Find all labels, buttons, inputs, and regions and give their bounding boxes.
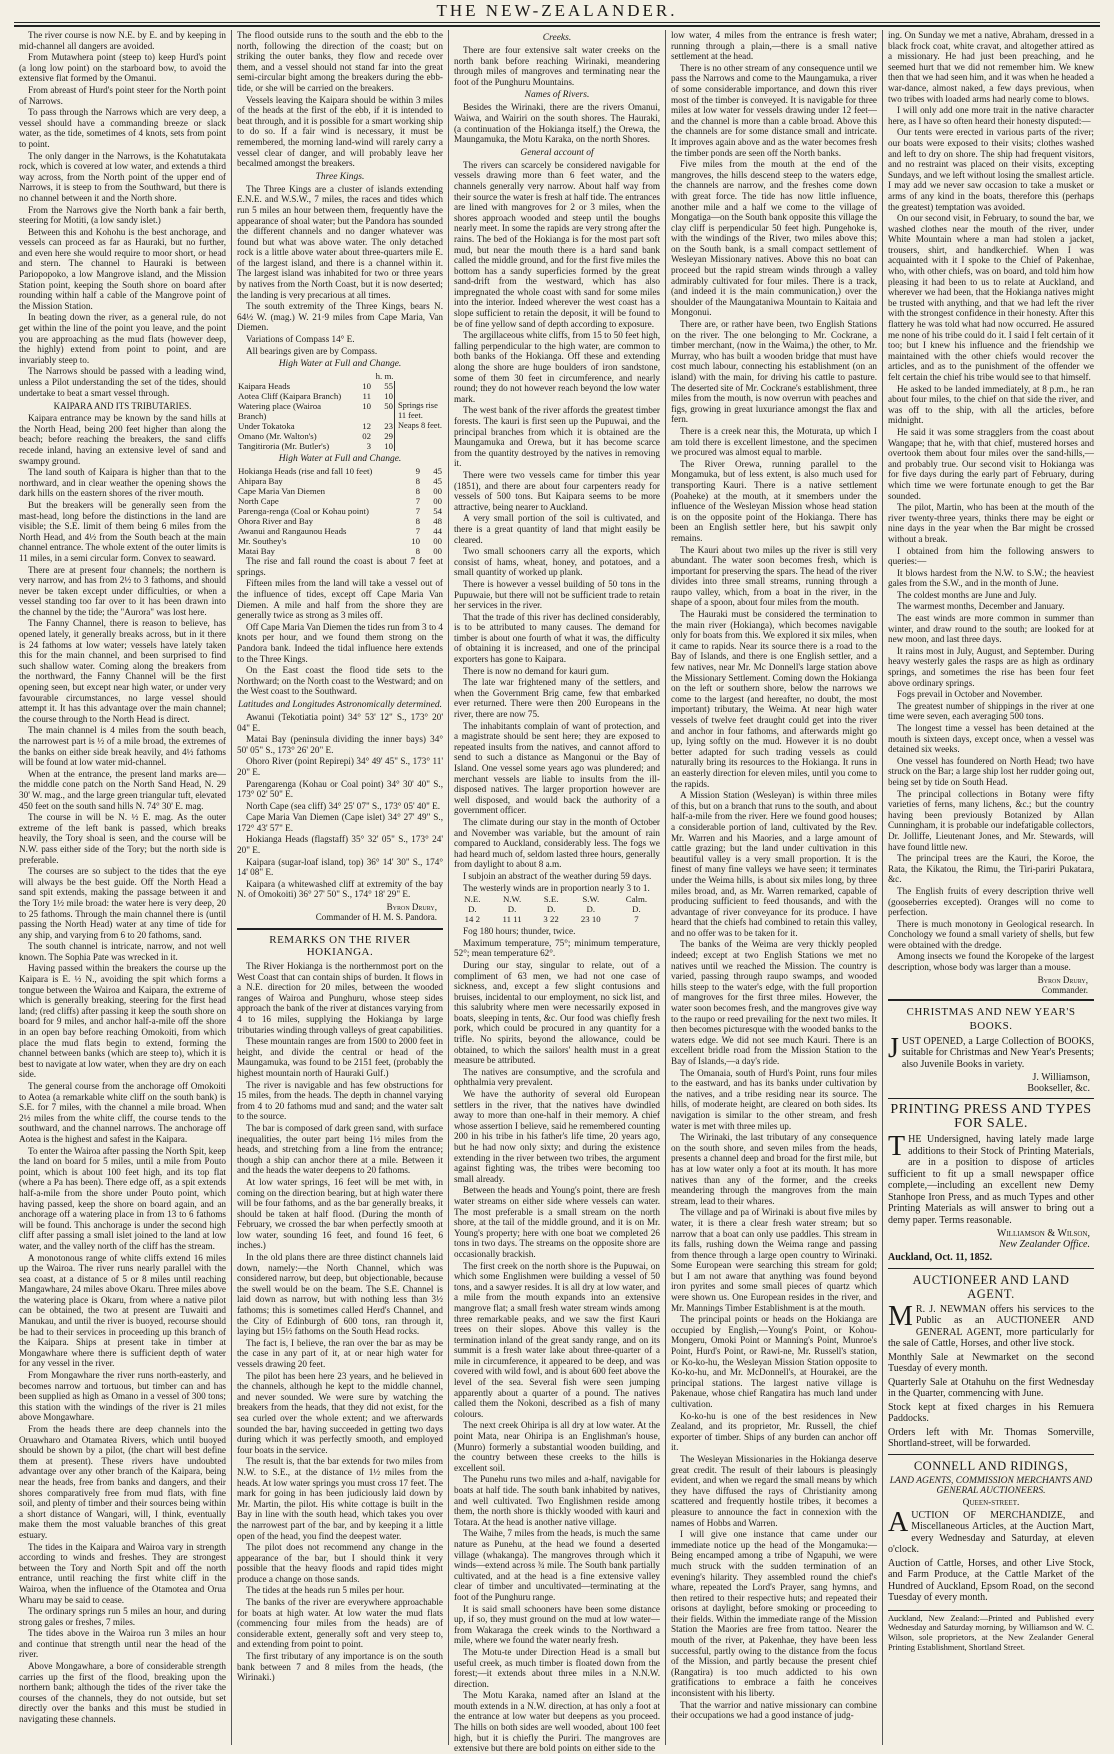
- paragraph: The general course from the anchorage off Omokoiti to Aotea (a remarkable white cliff on the south bank) is S.E. for 7 miles, with the channel a mile broad. When 2½ miles from the white cliff, the course tends to the southward, and the channel narrows. The anchorage off Aotea is the highest and safest in the Kaipara.: [19, 1081, 226, 1144]
- paragraph: Cape Maria Van Diemen (Cape islet) 34° 27' 49" S., 172° 43' 57" E.: [237, 812, 443, 833]
- paragraph: There are four extensive salt water creeks on the north bank before reaching Wirinaki, meandering through miles of mangroves and terminating near the foot of the Punghuru Mountains.: [454, 45, 660, 87]
- advert-title: AUCTIONEER AND LAND AGENT.: [912, 1272, 1070, 1301]
- paragraph: During our stay, singular to relate, out of a compliment of 63 men, we had not one case of sickness, and, except a few slight contusions and bruises, incidental to our employment, no sick list, and this salubrity where men were necessarily exposed in boats, sleeping in tents, &c. Our food was chiefly fresh pork, which could be procured in any quantity for a trifle. No spirits, beyond the allowance, could be obtained, to which the sailors' health must in a great measure be attributed.: [454, 959, 660, 1066]
- paragraph: The Three Kings are a cluster of islands extending E.N.E. and W.S.W., 7 miles, the races and tides which run 5 miles an hour between them, frequently have the appearance of shoal water; but the Pandora has sounded the different channels and no danger whatever was found but what was above water. The only detached rock is a little above water about three-quarters mile E. of the largest island, and there is a channel within it. The largest island was inhabited for two or three years by natives from the North Coast, but it is now deserted; the landing is very precarious at all times.: [237, 183, 443, 300]
- table-row: 14 2 11 11 3 22 23 10 7: [464, 914, 639, 925]
- paragraph: Fogs prevail in October and November.: [897, 689, 1043, 700]
- divider: [888, 1454, 1094, 1455]
- paragraph: The westerly winds are in proportion nearly 3 to 1.: [463, 882, 650, 893]
- paragraph: Besides the Wirinaki, there are the rivers Omanui, Waiwa, and Wairiri on the south shores. The Hauraki, (a continuation of the Hokianga itself,) the Orewa, the Maungamuka, the Motu Karaka, on the north Shores.: [454, 102, 660, 145]
- paragraph: The Fanny Channel, there is reason to believe, has opened lately, it generally breaks across, but in it there is 24 fathoms at low water; vessels have lately taken this for the main channel, and been surprised to find such shallow water. Coming along the breakers from the northward, the Fanny Channel will be the first opening seen, but except near high water, or under very favourable circumstances, no large vessel should attempt it. It has this advantage over the main channel; the course through to the North Head is direct.: [19, 618, 226, 724]
- paragraph: On our second visit, in February, to sound the bar, we washed clothes near the mouth of the river, under White Mountain where a man had stolen a jacket, trousers, shirt, and handkerchief. When I was acquainted with it I spoke to the Chief of Pakenhae, who, with other chiefs, was on board, and told him how pleasing it had been to us to relate at Auckland, and wherever we had been, that the Hokianga natives might be trusted with anything, and that we had left the river with the strongest confidence in their honesty. After this flattery he was told what had now occurred. He assured me none of his tribe could do it. I said I felt certain of it too; but I knew his influence and the friendship we maintained with the other chiefs would recover the articles, and as to the punishment of the offender we felt certain the chief his tribe would see to that himself.: [888, 213, 1094, 382]
- paragraph: All bearings given are by Compass.: [246, 345, 378, 356]
- table-row: Aotea Cliff (Kaipara Branch) 11 10: [238, 391, 393, 402]
- paragraph: The south extremity of the Three Kings, bears N. 64½ W. (mag.) W. 21·9 miles from Cape Maria, Van Diemen.: [237, 301, 443, 333]
- paragraph: The tides in the Kaipara and Wairoa vary in strength according to winds and freshes. They are strongest between the Tory and North Spit and off the north entrance, until reaching the first white cliff in the Wairoa, when the influence of the Otamotea and Orua Wharu may be said to cease.: [19, 1541, 226, 1605]
- paragraph: The courses are so subject to the tides that the eye will always be the best guide. Off the North Head a sand spit extends, making the passage between it and the Tory 1½ mile broad: the water here is very deep, 20 to 25 fathoms. Through the main channel there is (until passing the North Head) water at any time of tide for any ship, and varying from 6 to 20 fathoms, sand.: [19, 866, 226, 940]
- advert-body: AUCTION OF MERCHANDIZE, and Miscellaneous Articles, at the Auction Mart, every Wednesday and Saturday, at eleven o'clock.: [888, 1506, 1094, 1556]
- paragraph: The course in will be N. ½ E. mag. As the outer extreme of the left bank is passed, which breaks heavily, the Tory shoal is seen, and the course will be N.W. pass either side of the Tory; but the north side is preferable.: [19, 812, 226, 865]
- paragraph: The pilot has been here 23 years, and he believed in the channels, although he kept to the middle channel, and never sounded. We were sure by watching the breakers from the heads, that they did not exist, for the sea curled over the whole extent; and we afterwards sounded the bar, having succeeded in getting two days during which it was perfectly smooth, and employed four boats in the service.: [237, 1370, 443, 1455]
- paragraph: A monotonous range of white cliffs extend 16 miles up the Wairoa. The river runs nearly parallel with the sea coast, at a distance of 5 or 8 miles until reaching Mangawhare, 24 miles above Okaru. Three miles above the watering place is Okaru, from where a native pilot can be obtained, the two at present are Tuwaiti and Manukau, and until the river is buoyed, recourse should be had to their services in proceeding up this branch of the Kaipara. Ships at present take in timber at Mongawhare where there is sufficient depth of water for any vessel in the river.: [19, 1252, 226, 1369]
- section-heading-high-water: High Water at Full and Change.: [278, 359, 402, 370]
- paragraph: The rise and fall round the coast is about 7 feet at springs.: [237, 556, 443, 577]
- advert-auctioneer: [888, 1273, 1094, 1450]
- advert-subtitle: Bookseller, &c.: [1027, 1083, 1090, 1095]
- paragraph: The main channel is 4 miles from the south beach, the narrowest part is ½ of a mile broad, the extremes of the banks on either side break heavily, and 4½ fathoms will be found at low water mid-channel.: [19, 725, 226, 768]
- paragraph: The principal points or heads on the Hokianga are occupied by English,—Young's Point, or Kohou-Mongeru, Omoki Point or Manning's Point, Munroe's Point, Hurd's Point, or Rawi-ne, Mr. Russell's station, or Ko-ko-hu, the Wesleyan Mission Station opposite to Ko-ko-hu, and Mr. McDonnell's, at Hourakei, are the principal stations. The largest native village is Pakenaue, whose chief Rangatira has much land under cultivation.: [671, 1314, 877, 1409]
- paragraph: Having passed within the breakers the course up the Kaipara is E. ½ N., avoiding the spit which forms a tongue between the Wairoa and Kaipara, the extreme of which is generally breaking, steering for the first head land; (red cliffs) after passing it keep the south shore on board for 9 miles, and anchor half-a-mile off the shore in an open bay before reaching Omokoiti, from which place the mud flats begin to extend, forming the channel between banks (which are steep to), which it is best to navigate at low water, when they are dry on each side.: [19, 963, 226, 1080]
- paragraph: From abreast of Hurd's point steer for the North point of Narrows.: [19, 84, 226, 106]
- paragraph: The River Orewa, running parallel to the Mongamuka, but of less extent, is also much used for transporting Kauri. There is a native settlement (Poaheke) at the mouth, at it smembers under the influence of the Wesleyan Mission whose head station is on the opposite point of the Hokianga. There has been an English settler here, but his sawpit only remains.: [671, 458, 877, 543]
- paragraph: The inhabitants complain of want of protection, and a magistrate should be sent here; they are exposed to repeated insults from the natives, and cannot afford to send to such a distance as Mangonui or the Bay of Island. One vessel some years ago was plundered; and merchant vessels are liable to insults from the ill-disposed natives. The larger proportion however are well disposed, and would back the authority of a government officer.: [454, 720, 660, 816]
- paragraph: The late war frightened many of the settlers, and when the Government Brig came, few that embarked ever returned. There were then 200 Europeans in the river, there are now 75.: [454, 677, 660, 720]
- table-row: Cape Maria Van Diemen 8 00: [238, 486, 442, 497]
- column-3: [448, 30, 665, 1754]
- advert-christmas-books: [888, 999, 1094, 1095]
- paragraph: These mountain ranges are from 1500 to 2000 feet in height, and divide the central or head of the Maungamuka, was found to be 2151 feet, (probably the highest mountain north of Hauraki Gulf.): [237, 1036, 443, 1078]
- column-4: [665, 30, 882, 1745]
- paragraph: One vessel has foundered on North Head; two have struck on the Bar; a large ship lost her rudder going out, being set by tide on South Head.: [888, 755, 1094, 787]
- paragraph: There is now no demand for kauri gum.: [463, 665, 609, 676]
- paragraph: From the Narrows give the North bank a fair berth, steering for Motiti, (a low sandy islet.): [19, 204, 226, 226]
- paragraph: A very small portion of the soil is cultivated, and there is a great quantity of land that might easily be cleared.: [454, 513, 660, 545]
- paragraph: The tides at the heads run 5 miles per hour.: [246, 1585, 405, 1596]
- paragraph: From the heads there are deep channels into the Oruawharo and Otamatea Rivers, which until buoyed should be shown by a pilot, (the chart will best define them at present). These rivers have undoubted advantage over any other branch of the Kaipara, being near the heads, free from banks and dangers, and their shores comparatively free from mud flats, with fine soil, and plenty of timber and their sources being within a short distance of Wangari, will, I think, eventually make them the most valuable branches of this great estuary.: [19, 1424, 226, 1540]
- paragraph: Fifteen miles from the land will take a vessel out of the influence of tides, except off Cape Maria Van Diemen. A mile and half from the shore they are generally twice as strong as 3 miles off.: [237, 578, 443, 621]
- advert-body: THE Undersigned, having lately made large additions to their Stock of Printing Materials, are in a position to dispose of articles sufficient to fit up a small newspaper office complete,—including an excellent new Demy Stanhope Iron Press, and as much Types and other Printing Materials as will answer to bring out a demy paper. Terms reasonable.: [888, 1131, 1094, 1226]
- signature-title: Commander of H. M. S. Pandora.: [315, 912, 437, 923]
- signature-name: Byron Drury,: [386, 902, 437, 913]
- paragraph: From Mongawhare the river runs north-easterly, and becomes narrow and tortuous, but timber can and has been supplied as high as Omano in a vessel of 300 tons; this station with the windings of the river is 21 miles above Mongawhare.: [19, 1370, 226, 1423]
- paragraph: Two small schooners carry all the exports, which consist of hams, wheat, honey, and potatoes, and a small quantity of worked up plank.: [454, 546, 660, 578]
- paragraph: There is no other stream of any consequence until we pass the Narrows and come to the Maungamuka, a river of some considerable importance, and down this river most of the timber is conveyed. It is navigable for three miles at low water for vessels drawing under 12 feet—and the channel is more than a cable broad. Above this the channels are for some distance small and intricate. It improves again above and as the water becomes fresh the timber ponds are seen off the North banks.: [671, 62, 877, 158]
- paragraph: The principal trees are the Kauri, the Koroe, the Rata, the Kikatou, the Rimu, the Tiri-pariri Pukatara, &c.: [888, 853, 1094, 885]
- paragraph: He asked to be landed immediately, at 8 p.m., he ran about four miles, to the chief on that side the river, and was off to the ship, with all the articles, before midnight.: [888, 383, 1094, 426]
- paragraph: He said it was some stragglers from the coast about Wangape; that he, with that chief, mustered horses and overtook them about four miles over the sand-hills,—and probably true. Our second visit to Hokianga was for five days during the early part of February, during which time we were fortunate enough to get the Bar sounded.: [888, 426, 1094, 501]
- paragraph: It is said small schooners have been some distance up, if so, they must ground on the mud at low water—from Wakaraga the creek winds to the Northward a mile, where we found the water nearly fresh.: [454, 1603, 660, 1646]
- advert-line: Auction of Cattle, Horses, and other Live Stock, and Farm Produce, at the Cattle Market of the Hundred of Auckland, Epsom Road, on the second Tuesday of every month.: [888, 1557, 1094, 1604]
- paragraph: Between the heads and Young's point, there are fresh water streams on either side where vessels can water. The most preferable is a small stream on the north shore, at the tail of the middle ground, and it is on Mr. Young's property; here with one boat we completed 26 tons in two days. The streams on the opposite shore are occasionally brackish.: [454, 1185, 660, 1259]
- paragraph: Variations of Compass 14° E.: [246, 334, 355, 345]
- paragraph: The Waihe, 7 miles from the heads, is much the same nature as Punehu, at the head we found a deserted village (whakanga). The mangroves through which it winds—extend across ¾ mile. The South bank partially cultivated, and at the head is a fine extensive valley clear of timber and uncultivated—terminating at the foot of the Punghuru range.: [454, 1528, 660, 1602]
- paragraph: The result is, that the bar extends for two miles from N.W. to S.E., at the distance of 1½ miles from the heads. At low water springs you must cross 17 feet. The mark for going in has been judiciously laid down by Mr. Martin, the pilot. His white cottage is built in the Bay in line with the south head, which takes you over the narrowest part of the bar, and by keeping it a little open of the head, you find the deepest water.: [237, 1456, 443, 1541]
- article-title: REMARKS ON THE RIVER HOKIANGA.: [237, 928, 443, 958]
- advert-title: CONNELL AND RIDINGS,: [913, 1458, 1069, 1473]
- paragraph: There is a creek near this, the Moturata, up which I am told there is excellent limestone, and the specimen we procured was almost equal to marble.: [671, 425, 877, 458]
- paragraph: The warmest months, December and January.: [897, 601, 1065, 612]
- paragraph: The east winds are more common in summer than winter, and draw round to the south; are looked for at new moon, and last three days.: [888, 613, 1094, 645]
- paragraph: The next creek Ohiripa is all dry at low water. At the point Mata, near Ohiripa is an Englishman's house, (Munro) formerly a substantial wooden building, and the country between these creeks to the hills is excellent soil.: [454, 1420, 660, 1473]
- advert-body: M R. J. NEWMAN offers his services to the Public as an AUCTIONEER AND GENERAL AGENT, more particularly for the sale of Cattle, Horses, and other live stock.: [888, 1300, 1094, 1350]
- paragraph: The river course is now N.E. by E. and by keeping in mid-channel all dangers are avoided.: [19, 30, 226, 51]
- paragraph: The River Hokianga is the northernmost port on the West Coast that can contain ships of burden. It flows in a N.E. direction for 20 miles, between the wooded ranges of Wairoa and Punghuru, whose steep sides approach the bank of the river at distances varying from 4 to 16 miles, supplying the Hokianga by large tributaries winding through valleys of great capabilities.: [237, 961, 443, 1035]
- section-heading-high-water: High Water at Full and Change.: [278, 454, 402, 465]
- tide-table-north: [237, 466, 443, 556]
- paragraph: On the East coast the flood tide sets to the Northward; on the North coast to the Westward; and on the West coast to the Southward.: [237, 665, 443, 697]
- paragraph: The climate during our stay in the month of October and November was variable, but the amount of rain compared to Auckland, considerably less. The fogs we had heard much of, seldom lasted three hours, generally from daylight to about 8 a.m.: [454, 816, 660, 870]
- paragraph: The south channel is intricate, narrow, and not well known. The Sophia Pate was wrecked in it.: [19, 941, 226, 962]
- paragraph: The coldest months are June and July.: [897, 589, 1037, 600]
- paragraph: The argillaceous white cliffs, from 15 to 50 feet high, falling perpendicular to the high water, are common to both banks of the Hokianga. Off these and extending along the shore are huge boulders of iron sandstone, some of them 30 feet in circumference, and nearly round; they do not however reach beyond the low water mark.: [454, 330, 660, 404]
- paragraph: The land south of Kaipara is higher than that to the northward, and in clear weather the opening shows the dark hills on the eastern shores of the river mouth.: [19, 467, 226, 499]
- section-heading-names: Names of Rivers.: [524, 90, 590, 101]
- paragraph: When at the entrance, the present land marks are—the middle cone patch on the North Sand Head, N. 29 30' W. mag., and the large green triangular tuft, elevated 450 feet on the south sand hills N. 74° 30' E. mag.: [19, 768, 226, 811]
- paragraph: It rains most in July, August, and September. During heavy westerly gales the rasps are as high as ordinary springs, and sometimes the rise has been four feet above ordinary springs.: [888, 645, 1094, 688]
- table-row: Hokianga Heads (rise and fall 10 feet) 9 45: [238, 466, 442, 477]
- paragraph: Hokianga Heads (flagstaff) 35° 32' 05" S., 173° 24' 20" E.: [237, 834, 443, 856]
- paragraph: I will only add one more trait in the native character here, as I have so often heard their honesty disputed:—: [888, 105, 1094, 126]
- drop-cap: J: [888, 1032, 899, 1064]
- paragraph: Ko-ko-hu is one of the best residences in New Zealand, and its proprietor, Mr. Russell, the chief exporter of timber. Ships of any burden can anchor off it.: [671, 1410, 877, 1453]
- paragraph: The Wirinaki, the last tributary of any consequence on the south shore, and seven miles from the heads, presents a channel deep and broad for the first mile, but has at low water only a foot at its mouth. It has more natives than any of the former, and the creeks meandering through the mangroves from the main stream, lead to their whares.: [671, 1132, 877, 1206]
- advert-subtitle: New Zealander Office.: [999, 1239, 1090, 1251]
- paragraph: To enter the Wairoa after passing the North Spit, keep the land on board for 5 miles, until a mile from Pouto point, which is about 100 feet high, and its top flat (where a Pa has been). There edge off, as a spit extends half-a-mile from the shore under Pouto point, which having passed, keep the shore on board again, and an anchorage off a watering place in from 13 to 6 fathoms will be found. This anchorage is under the second high cliff after passing a small islet joined to the land at low water, and the valley north of the cliff has the stream.: [19, 1145, 226, 1251]
- paragraph: The bar is composed of dark green sand, with surface inequalities, the outer part being 1½ miles from the heads, and stretching from a line from the entrance; though a ship can anchor there at a mile. Between it and the heads the water deepens to 20 fathoms.: [237, 1122, 443, 1176]
- paragraph: Above Mongawhare, a bore of considerable strength carries up the first of the flood, breaking upon the northern bank; although the tides of the river take the courses of the channels, they do not outside, but set directly over the banks and this must be studied in navigating these channels.: [19, 1661, 226, 1725]
- paragraph: The Punehu runs two miles and a-half, navigable for boats at half tide. The south bank inhabited by natives, and well cultivated. Two Englishmen reside among them, the north shore is thickly wooded with kauri and Totara. At the head is another native village.: [454, 1474, 660, 1527]
- paragraph: In beating down the river, as a general rule, do not get within the line of the point you leave, and the point you are approaching as the mud flats (however deep, the highly) extend from point to point, and are invariably steep to.: [19, 312, 226, 365]
- paragraph: That the trade of this river has declined considerably, is to be attributed to many causes. The demand for timber is about one fourth of what it was, the difficulty of obtaining it is increased, and one of the principal exporters has gone to Kaipara.: [454, 611, 660, 665]
- table-row: Kaipara Heads 10 55 Springs rise 11 feet. Neaps 8 feet.: [237, 381, 443, 391]
- divider: [888, 1098, 1094, 1099]
- advert-signature: Williamson & Wilson,: [996, 1228, 1090, 1240]
- paragraph: Kaipara (a whitewashed cliff at extremity of the bay N. of Omokoiti) 36° 27' 50" S., 174° 18' 29" E.: [237, 878, 443, 900]
- advert-connell-ridings: [888, 1459, 1094, 1604]
- advert-line: Monthly Sale at Newmarket on the second Tuesday of every month.: [888, 1351, 1094, 1375]
- section-heading-three-kings: Three Kings.: [315, 171, 365, 182]
- paragraph: There are, or rather have been, two English Stations on the river. The one belonging to Mr. Cockrane, a timber merchant, (now in the Waima,) the other, to Mr. Murray, who has built a wooden bridge that must have cost much labour, connecting his establishment (on an island) with the main, for driving his cattle to pasture. The deserted site of Mr. Cockrane's establishment, three miles from the mouth, is now overrun with peaches and figs, growing in great luxuriance amongst the flax and fern.: [671, 319, 878, 425]
- paragraph: There were two vessels came for timber this year (1851), and there are about four carpenters ready for vessels of 500 tons. But Kaipara seems to be more attractive, being nearer to Auckland.: [454, 469, 660, 512]
- paragraph: Awanui (Tekotiatia point) 34° 53' 12" S., 173° 20' 04" E.: [237, 711, 443, 733]
- paragraph: The flood outside runs to the south and the ebb to the north, following the direction of the coast; but on striking the outer banks, they flow and recede over them, and a vessel should not stand far into the great semi-circular bight among the breakers during the ebb-tide, or she will be carried on the breakers.: [237, 30, 443, 93]
- drop-cap: M: [888, 1300, 913, 1332]
- table-row: D. D. D. D. D.: [468, 904, 641, 915]
- paragraph: Ohoro River (point Repirepi) 34° 49' 45" S., 173° 11' 20" E.: [237, 756, 443, 777]
- paragraph: The first tributary of any importance is on the south bank between 7 and 8 miles from the heads, (the Wirinaki.): [237, 1651, 443, 1683]
- paragraph: Parengarenga (Kohau or Coal point) 34° 30' 40" S., 173° 02' 50" E.: [237, 778, 443, 800]
- advert-line: Stock kept at fixed charges in his Remuera Paddocks.: [888, 1401, 1094, 1425]
- table-row: Ahipara Bay 8 45: [238, 476, 442, 487]
- column-2: [231, 30, 448, 1745]
- paragraph: That the warrior and native missionary can combine their occupations we had a good instance of judg-: [671, 1699, 877, 1721]
- paragraph: The Kauri about two miles up the river is still very abundant. The water soon becomes fresh, which is important for preserving the spars. The head of the river divides into three small streams, running through a raupo valley, which, from a boat in the river, in the shape of a spoon, about four miles from the mouth.: [671, 544, 877, 608]
- paragraph: The village and pa of Wirinaki is about five miles by water, it is there a clear fresh water stream; but so narrow that a boat can only use paddles. This stream in its falls, rushing down the Weima range and passing from thence through a large open country to Wirinaki. Some European were searching this stream for gold; but I am not aware that anything was found beyond iron pyrites and some small pieces of quartz which were shown us. One European resides in the river, and Mr. Mannings Timber Establishment is at the mouth.: [671, 1207, 877, 1313]
- signature-name: Byron Drury,: [1037, 974, 1088, 985]
- masthead-rule: [14, 22, 1100, 23]
- paragraph: The banks of the river are everywhere approachable for boats at high water. At low water the mud flats (commencing four miles from the heads) are of considerable extent, generally soft and very steep to, and extending from point to point.: [237, 1597, 443, 1650]
- advert-address: Queen-street.: [962, 1497, 1020, 1508]
- paragraph: I will give one instance that came under our immediate notice up the head of the Mongamuka:—Being encamped among a tribe of Ngapuhi, we were much struck with the sudden termination of an evening's hilarity. They assembled round the chief's whare, repeated the Lord's Prayer, sang hymns, and then retired to their respective huts; and repeated their orisons at daylight, before smoking or proceeding to their fields. Within the immediate range of the Mission Station the Maories are free from tattoo. Nearer the mouth of the river, at Pakenhae, they have been less successful, partly owing to the distance from the focus of the Mission, and partly because the present chief (Rangatira) is too much addicted to his own gratifications to embrace a faith he conceives inconsistent with his liberty.: [671, 1529, 877, 1699]
- paragraph: I subjoin an abstract of the weather during 59 days.: [463, 870, 652, 881]
- paragraph: The principal collections in Botany were fifty varieties of ferns, many lichens, &c.; but the country having been previously Botanized by Allan Cunningham, it is probable our indefatigable collectors, Dr. Jolliffe, Lieutenant Jones, and Mr. Stewards, will have found little new.: [888, 788, 1094, 852]
- paragraph: North Cape (sea cliff) 34° 25' 07" S., 173° 05' 40" E.: [246, 800, 441, 811]
- column-5: [882, 30, 1099, 1745]
- advert-line: Orders left with Mr. Thomas Somerville, Shortland-street, will be forwarded.: [888, 1426, 1094, 1450]
- paragraph: The Narrows should be passed with a leading wind, unless a Pilot understanding the set of the tides, should undertake to beat a smart vessel through.: [19, 366, 226, 398]
- paragraph: The tides above in the Wairoa run 3 miles an hour and continue that strength until near the head of the river.: [19, 1628, 226, 1660]
- paragraph: There are at present four channels; the northern is very narrow, and has from 2½ to 3 fathoms, and should never be taken except under difficulties, or when a vessel standing too far over to it has been drawn into the channel by the tide; the "Aurora" was lost here.: [19, 564, 226, 617]
- table-row: Watering place (Wairoa Branch) 10 50: [238, 401, 393, 422]
- advert-body: JUST OPENED, a Large Collection of BOOKS, suitable for Christmas and New Year's Presents; also Juvenile Books in variety.: [888, 1032, 1094, 1070]
- paragraph: Matai Bay (peninsula dividing the inner bays) 34° 50' 05" S., 173° 26' 20" E.: [237, 734, 443, 755]
- paragraph: Among insects we found the Koropeke of the largest description, whose body was larger than a mouse.: [888, 951, 1094, 973]
- table-row: Under Tokatoka 12 23: [238, 421, 393, 432]
- paragraph: The pilot does not recommend any change in the appearance of the bar, but I should think it very possible that the heavy floods and rapid tides might produce a change on those sands.: [237, 1542, 443, 1584]
- section-heading-kaipara: KAIPARA AND ITS TRIBUTARIES.: [53, 401, 192, 412]
- paragraph: At low water springs, 16 feet will be met with, in coming on the direction bearing, but at high water there will be four fathoms, and as the bar generally breaks, it should be taken at half flood. (During the month of February, we crossed the bar when perfectly smooth at low water, sounding 16 feet, and found 16 feet, 6 inches.): [237, 1176, 443, 1251]
- paragraph: I obtained from him the following answers to queries:—: [888, 545, 1094, 567]
- paragraph: Kaipara entrance may be known by the sand hills at the North Head, being 200 feet higher than along the beach; before reaching the breakers, the sand cliffs recede inland, having an extensive level of sand and swampy ground.: [19, 413, 226, 466]
- paragraph: Fog 180 hours; thunder, twice.: [463, 926, 576, 937]
- table-row: Awanui and Rangaunou Heads 7 44: [238, 526, 442, 537]
- advert-title: CHRISTMAS AND NEW YEAR'S BOOKS.: [906, 1005, 1076, 1032]
- paragraph: The pilot, Martin, who has been at the mouth of the river twenty-three years, thinks there may be eight or nine days in the year when the Bar might be crossed without a break.: [888, 502, 1094, 544]
- paragraph: The greatest number of shippings in the river at one time were seven, each averaging 500 tons.: [888, 700, 1094, 722]
- table-header-row: N.E. N.W. S.E. S.W. Calm.: [464, 894, 648, 905]
- paragraph: Kaipara (sugar-loaf island, top) 36° 14' 30" S., 174° 14' 08" E.: [237, 856, 443, 878]
- paragraph: low water, 4 miles from the entrance is fresh water; running through a plain,—there is a small native settlement at the head.: [671, 30, 877, 62]
- paragraph: The banks of the Weima are very thickly peopled indeed; except at two English Stations we met no natives until we reached the Mission. The country is varied, passing through raupo swamps, and wooded hills steep to the water's edge, with the full proportion of mangroves for the first three miles. However, the water soon becomes fresh, and the mangroves give way to the raupo or reed prevailing for the next two miles. It then becomes picturesque with the wooded banks to the waters edge. We did not see much Kauri. There is an excellent bridle road from the Mission Station to the Bay of Islands,—a day's ride.: [671, 939, 877, 1066]
- paragraph: From Mutawhera point (steep to) keep Hurd's point (a long low point) on the starboard bow, to avoid the extensive flat formed by the Omanui.: [19, 52, 226, 84]
- paragraph: In the old plans there are three distinct channels laid down, namely:—the North Channel, which was considered narrow, but deep, but objectionable, because the swell would be on the beam. The S.E. Channel is laid down as narrow, but with nothing less than 3½ fathoms; this is sometimes called Herd's Channel, and the City of Edinburgh of 600 tons, ran through it, laying but 15½ fathoms on the South Head rocks.: [237, 1252, 443, 1337]
- paragraph: Between this and Kohohu is the best anchorage, and vessels can proceed as far as Hauraki, but no further, and even here she would require to moor short, or head and stern. The channel to Hauraki is between Pariopopoko, a low Mangrove island, and the Mission Station point, keeping the South shore on board after rounding within half a cable of the Mangrove point of the Mission Station.: [19, 226, 226, 311]
- signature-title: Commander.: [1041, 984, 1088, 995]
- section-heading-creeks: Creeks.: [542, 33, 572, 43]
- paragraph: The Wesleyan Missionaries in the Hokianga deserve great credit. The result of their labours is pleasingly evident, and when we regard the small means by which they have diffused the rays of Christianity among scattered and frequently hostile tribes, it becomes a pleasure to announce the fact in connexion with the names of Hobbs and Warren.: [671, 1453, 877, 1528]
- advert-signature: J. Williamson,: [1032, 1072, 1090, 1084]
- table-row: Matai Bay 8 00: [238, 546, 442, 557]
- tide-table-header: h. m.: [375, 371, 394, 382]
- paragraph: There is much monotony in Geological research. In Conchology we found a small variety of shells, but few were obtained with the dredge.: [888, 918, 1094, 950]
- paragraph: To pass through the Narrows which are very deep, a vessel should have a commanding breeze or slack water, as the tide, sometimes of 4 knots, sets from point to point.: [19, 107, 226, 149]
- paragraph: ing. On Sunday we met a native, Abraham, dressed in a black frock coat, white cravat, and altogether attired as a missionary. He had just been preaching, and he seemed hurt that we did not remember him. We knew then that we had seen him, and it was when he headed a war-dance, almost naked, a few days previous, when two tribes with loaded arms had nearly come to blows.: [888, 30, 1094, 104]
- advert-title: PRINTING PRESS AND TYPES FOR SALE.: [890, 1102, 1092, 1132]
- paragraph: The Motu Karaka, named after an Island at the mouth extends in a N.W. direction, at has only a foot at the entrance at low water but deepens as you proceed. The hills on both sides are well wooded, about 100 feet high, but it is chiefly the Puriri. The mangroves are extensive but there are bold points on either side to the: [454, 1690, 660, 1754]
- paragraph: The Motu-te under Direction Head is a small but useful creek, as much timber is floated down from the forest;—it extends about three miles in a N.N.W. direction.: [454, 1646, 660, 1689]
- paragraph: The Omanaia, south of Hurd's Point, runs four miles to the eastward, and has its banks under cultivation by the natives, and a tribe residing near its source. The hills, of moderate height, are cleared on both sides. Its navigation is similar to the other stream, and fresh water is met with three miles up.: [671, 1067, 877, 1131]
- paragraph: It blows hardest from the N.W. to S.W.; the heaviest gales from the S.W., and in the month of June.: [888, 567, 1094, 589]
- paragraph: Off Cape Maria Van Diemen the tides run from 3 to 4 knots per hour, and we found them strong on the Pandora bank. Indeed the tidal influence here extends to the Three Kings.: [237, 621, 443, 664]
- divider: [888, 1268, 1094, 1269]
- paragraph: Maximum temperature, 75°; minimum temperature, 52°; mean temperature 62°.: [454, 937, 660, 959]
- paragraph: But the breakers will be generally seen from the mast-head, long before the distinctions in the land are visible; the S.E. limit of them being 6 miles from the North Head, and 4½ from the South beach at the main channel entrance. The whole extent of the outer limits is 11 miles, in a semi circular form. Convex to seaward.: [19, 499, 226, 563]
- paragraph: A Mission Station (Wesleyan) is within three miles of this, but on a branch that runs to the south, and about half-a-mile from the river. Here we found good houses; a considerable portion of land, cultivated by the Rev. Mr. Warren and his Maories, and a large amount of cattle grazing; but the land under cultivation in this beautiful valley is a very small proportion. It is the finest of many fine valleys we have seen; it terminates under the Weima hills, is about six miles long, by three miles broad, and, as Mr. Warren remarked, capable of producing sufficient to feed thousands, and with the advantage of river conveyance for its produce. I have heard that the chiefs had combined to retain this valley, and no offer was to be taken for it.: [671, 790, 877, 938]
- tide-table-kaipara: [237, 371, 443, 451]
- advert-date: Auckland, Oct. 11, 1852.: [888, 1252, 993, 1264]
- paragraph: The Hauraki must be considered the termination to the main river (Hokianga), which becomes navigable only for boats from this. We explored it six miles, when it came to rapids. Near its source there is a road to the Bay of Islands, and there is one English settler, and a few natives, near Mr. Mc Donnell's large station above the Missionary Settlement. Coming down the Hokianga on the left or southern shore, below the narrows we come to the largest (and hereafter, no doubt, the most important) tributary, the Weima. At near high water vessels of twelve feet draught could get into the river and anchor in four fathoms, and afterwards might go up, lying softly on the mud. However it is no doubt better adapted for such trading vessels as could naturally bring its resources to the Hokianga. It runs in an easterly direction for eleven miles, until you come to the rapids.: [671, 609, 877, 789]
- advert-subtitle: LAND AGENTS, COMMISSION MERCHANTS AND GENERAL AUCTIONEERS.: [889, 1475, 1093, 1496]
- paragraph: The west bank of the river affords the greatest timber forests. The kauri is first seen up the Pupuwai, and the principal branches from which it is obtained are the Maungamuka and Orewa, but it has become scarce from the quantity destroyed by the natives in removing it.: [454, 405, 660, 469]
- paragraph: The ordinary springs run 5 miles an hour, and during strong gales or freshes, 7 miles.: [19, 1606, 226, 1627]
- table-row: Omano (Mr. Walton's) 02 29: [238, 431, 393, 442]
- paragraph: The natives are consumptive, and the scrofula and ophthalmia very prevalent.: [454, 1066, 660, 1088]
- paragraph: Five miles from the mouth at the end of the mangroves, the hills descend steep to the waters edge, the channels are narrow, and the freshes come down with great force. The tide has now little influence, another mile and a half we come to the village of Mongatiga—on the South bank opposite this village the clay cliff is perpendicular 50 feet high. Pungehoke is, with the windings of the River, two miles above this; on the South bank, is a small compact settlement of Wesleyan Missionary natives. Above this no boat can proceed but the rapid stream winds through a valley admirably cultivated for four miles. There is a track, (and indeed it is the main communication,) over the shoulder of the Maungataniwa Mountain to Kaitaia and Mongonui.: [671, 159, 877, 318]
- paragraph: There is however a vessel building of 50 tons in the Pupuwaie, but there will not be sufficient trade to retain her services in the river.: [454, 578, 660, 611]
- table-row: Mr. Southey's 10 00: [238, 536, 442, 547]
- paragraph: The only danger in the Narrows, is the Kohatutakata rock, which is covered at low water, and extends a third way across, from the North point of the upper end of Narrows, it is steep to from the Southward, but there is no channel between it and the North shore.: [19, 150, 226, 203]
- paragraph: Our tents were erected in various parts of the river; our boats were exposed to their visits; clothes washed and left to dry on shore. The ship had frequent visitors, and no restraint was placed on their visits, excepting Sundays, and we left without losing the smallest article. I may add we never saw occasion to take a musket or arms of any kind in the boats, therefore this (perhaps the greatest) temptation was avoided.: [888, 127, 1094, 212]
- masthead: THE NEW-ZEALANDER.: [436, 1, 678, 20]
- weather-table: [454, 894, 660, 924]
- section-heading-general: General account of: [520, 147, 594, 158]
- drop-cap: T: [888, 1131, 906, 1163]
- paragraph: The fact is, I believe, the ran over the bar as may be the case in any part of it, at or near high water for vessels drawing 20 feet.: [237, 1337, 443, 1369]
- printer-imprint: Auckland, New Zealand:—Printed and Published every Wednesday and Saturday morning, by Williamson and W. C. Wilson, sole proprietors, at the New Zealander General Printing Establishment, Shortland Street.: [888, 1610, 1094, 1653]
- paragraph: We have the authority of several old European settlers in the river, that the natives have dwindled away to more than one-half in their memory. A chief whose assertion I believe, said he remembered counting 200 in his tribe in his father's life time, 20 years ago, but he had now only sixty; and during the existence extending in the river between two tribes, the argument against fighting was, the tribes were becoming too small already.: [454, 1089, 660, 1184]
- column-1: [14, 30, 231, 1745]
- paragraph: The longest time a vessel has been detained at the mouth is sixteen days, except once, when a vessel was detained six weeks.: [888, 723, 1094, 755]
- paragraph: Vessels leaving the Kaipara should be within 3 miles of the heads at the first of the ebb, if it is intended to beat through, and it is possible for a smart working ship to do so. If a fair wind is necessary, it must be remembered, the morning land-wind will rarely carry a vessel clear of danger, and will probably leave her becalmed amongst the breakers.: [237, 94, 443, 169]
- paragraph: The English fruits of every description thrive well (gooseberries excepted). Oranges will no come to perfection.: [888, 885, 1094, 918]
- paragraph: The first creek on the north shore is the Pupuwai, on which some Englishmen were building a vessel of 50 tons, and a sawyer resides. It is all dry at low water, and a mile from the mouth expands into an extensive mangrove flat; a small fresh water stream winds among three remarkable peaks, and we saw the first Kauri trees on their slopes. Above this valley is the termination inland of the great sandy range, and on its summit is a fresh water lake about three-quarter of a mile in circumference, it appeared to be deep, and was covered with wild fowl, and is about 600 feet above the level of the sea. Several fish were seen jumping apparently about a quarter of a pound. The natives called them the Nokoni, described as a fish of many colours.: [454, 1260, 660, 1419]
- masthead-double-rule: [14, 25, 1100, 27]
- table-row: Parenga-renga (Coal or Kohau point) 7 54: [238, 506, 442, 517]
- paragraph: The river is navigable and has few obstructions for 15 miles, from the heads. The depth in channel varying from 4 to 20 fathoms mud and sand; and the water salt to the source.: [237, 1079, 443, 1122]
- table-row: North Cape 7 00: [238, 496, 442, 507]
- paragraph: The rivers can scarcely be considered navigable for vessels drawing more than 6 feet water, and the channels generally very narrow. About half way from their source the water is fresh at half tide. The entrances are lined with mangroves for 2 or 3 miles, when the shores approach wooded and steep until the boughs nearly meet. In some the rapids are very strong after the rains. The bed of the Hokianga is for the most part soft mud, but near the mouth there is a hard sand bank called the middle ground, and for the first five miles the bottom has a sandy superficies formed by the great sand-drift from the westward, which has also impregnated the whole coast with sand for some miles into the interior. Indeed wherever the west coast has a slope sufficient to retain the deposit, it will be found to be of fine yellow sand of depth according to exposure.: [454, 159, 660, 329]
- table-row: Ohora River and Bay 8 48: [238, 516, 442, 527]
- drop-cap: A: [888, 1506, 909, 1538]
- section-heading-latlong: Latitudes and Longitudes Astronomically determined.: [238, 699, 442, 710]
- tide-note: Springs rise 11 feet. Neaps 8 feet.: [395, 381, 444, 451]
- columns: [14, 30, 1100, 1754]
- advert-printing-press: [888, 1103, 1094, 1264]
- table-row: Tangitiroria (Mr. Butler's) 3 10: [238, 441, 393, 452]
- advert-line: Quarterly Sale at Otahuhu on the first Wednesday in the Quarter, commencing with June.: [888, 1376, 1094, 1400]
